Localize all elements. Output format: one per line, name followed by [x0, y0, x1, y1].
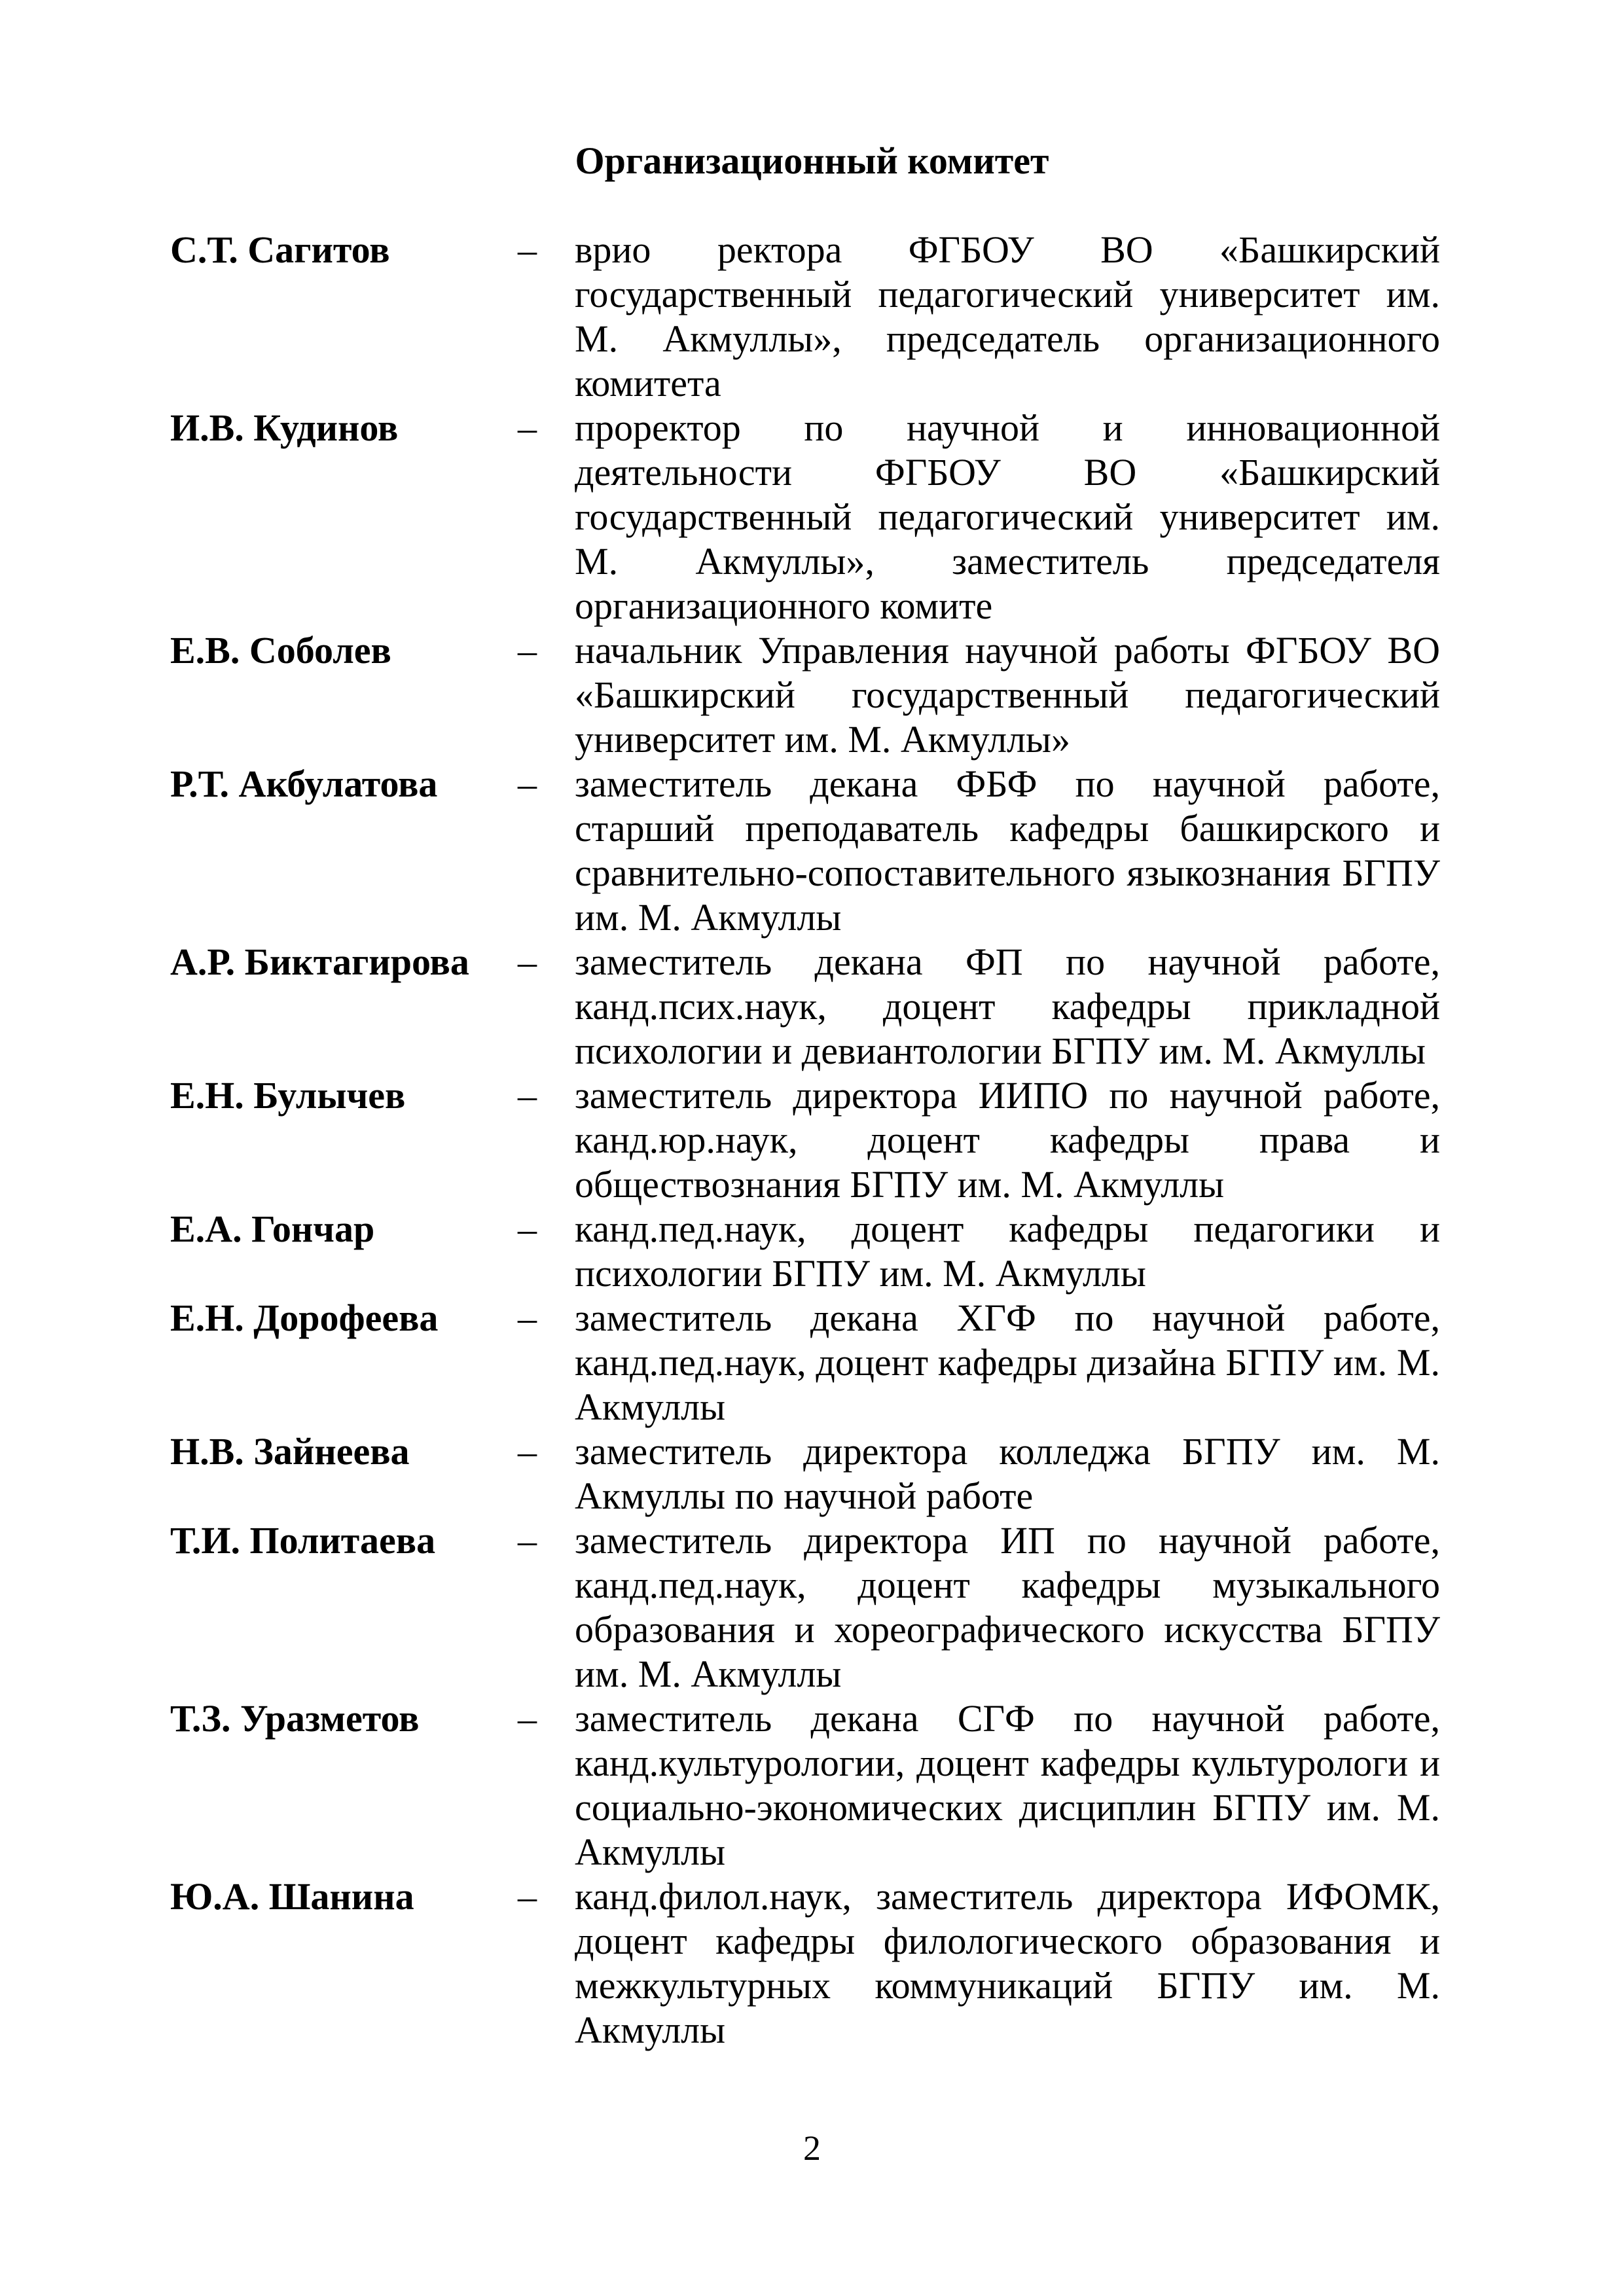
member-name: Р.Т. Акбулатова: [170, 762, 438, 805]
separator-dash: –: [518, 1297, 537, 1339]
committee-member-row: [170, 940, 1440, 1073]
committee-list: [170, 228, 1440, 2053]
member-role: канд.пед.наук, доцент кафедры педагогики и психологии БГПУ им. М. Акмуллы: [575, 1208, 1440, 1295]
member-role: заместитель директора ИП по научной работе, канд.пед.наук, доцент кафедры музыкального образования и хореографического искусства БГПУ им. М. Акмуллы: [575, 1519, 1440, 1695]
member-role: заместитель декана ХГФ по научной работе, канд.пед.наук, доцент кафедры дизайна БГПУ им. М. Акмуллы: [575, 1297, 1440, 1428]
member-role: заместитель декана СГФ по научной работе, канд.культурологии, доцент кафедры культурологи и социально-экономических дисциплин БГПУ им. М. Акмуллы: [575, 1697, 1440, 1873]
member-role: заместитель декана ФП по научной работе, канд.псих.наук, доцент кафедры прикладной психологии и девиантологии БГПУ им. М. Акмуллы: [575, 941, 1440, 1072]
member-name: С.Т. Сагитов: [170, 228, 390, 271]
member-role: заместитель директора ИИПО по научной работе, канд.юр.наук, доцент кафедры права и обществознания БГПУ им. М. Акмуллы: [575, 1074, 1440, 1206]
member-name: Н.В. Зайнеева: [170, 1430, 410, 1473]
separator-dash: –: [518, 762, 537, 805]
separator-dash: –: [518, 1697, 537, 1740]
committee-member-row: [170, 1207, 1440, 1296]
member-role: начальник Управления научной работы ФГБОУ ВО «Башкирский государственный педагогический университет им. М. Акмуллы»: [575, 629, 1440, 761]
member-name: Е.Н. Дорофеева: [170, 1297, 439, 1339]
member-name: Т.З. Уразметов: [170, 1697, 420, 1740]
committee-member-row: [170, 1874, 1440, 2053]
member-name: Т.И. Политаева: [170, 1519, 436, 1562]
separator-dash: –: [518, 1875, 537, 1918]
committee-member-row: [170, 1696, 1440, 1874]
member-name: А.Р. Биктагирова: [170, 941, 469, 983]
committee-member-row: [170, 1518, 1440, 1696]
committee-member-row: [170, 762, 1440, 940]
member-name: И.В. Кудинов: [170, 406, 399, 449]
member-role: заместитель декана ФБФ по научной работе, старший преподаватель кафедры башкирского и сравнительно-сопоставительного языкознания БГПУ им. М. Акмуллы: [575, 762, 1440, 939]
separator-dash: –: [518, 1074, 537, 1117]
separator-dash: –: [518, 1519, 537, 1562]
member-role: канд.филол.наук, заместитель директора ИФОМК, доцент кафедры филологического образования и межкультурных коммуникаций БГПУ им. М. Акмуллы: [575, 1875, 1440, 2051]
separator-dash: –: [518, 1430, 537, 1473]
committee-member-row: [170, 1429, 1440, 1518]
page-number: 2: [803, 2128, 821, 2168]
committee-member-row: [170, 628, 1440, 762]
member-name: Е.Н. Булычев: [170, 1074, 406, 1117]
member-role: врио ректора ФГБОУ ВО «Башкирский государственный педагогический университет им. М. Акмуллы», председатель организационного комитета: [575, 228, 1440, 404]
separator-dash: –: [518, 228, 537, 271]
committee-member-row: [170, 1296, 1440, 1429]
committee-member-row: [170, 406, 1440, 628]
member-name: Ю.А. Шанина: [170, 1875, 414, 1918]
member-name: Е.В. Соболев: [170, 629, 391, 672]
member-role: проректор по научной и инновационной деятельности ФГБОУ ВО «Башкирский государственный педагогический университет им. М. Акмуллы», заместитель председателя организационного комите: [575, 406, 1440, 627]
separator-dash: –: [518, 941, 537, 983]
separator-dash: –: [518, 629, 537, 672]
separator-dash: –: [518, 406, 537, 449]
committee-member-row: [170, 1073, 1440, 1207]
member-role: заместитель директора колледжа БГПУ им. М. Акмуллы по научной работе: [575, 1430, 1440, 1517]
member-name: Е.А. Гончар: [170, 1208, 375, 1250]
page-title: Организационный комитет: [575, 139, 1049, 182]
committee-member-row: [170, 228, 1440, 406]
separator-dash: –: [518, 1208, 537, 1250]
